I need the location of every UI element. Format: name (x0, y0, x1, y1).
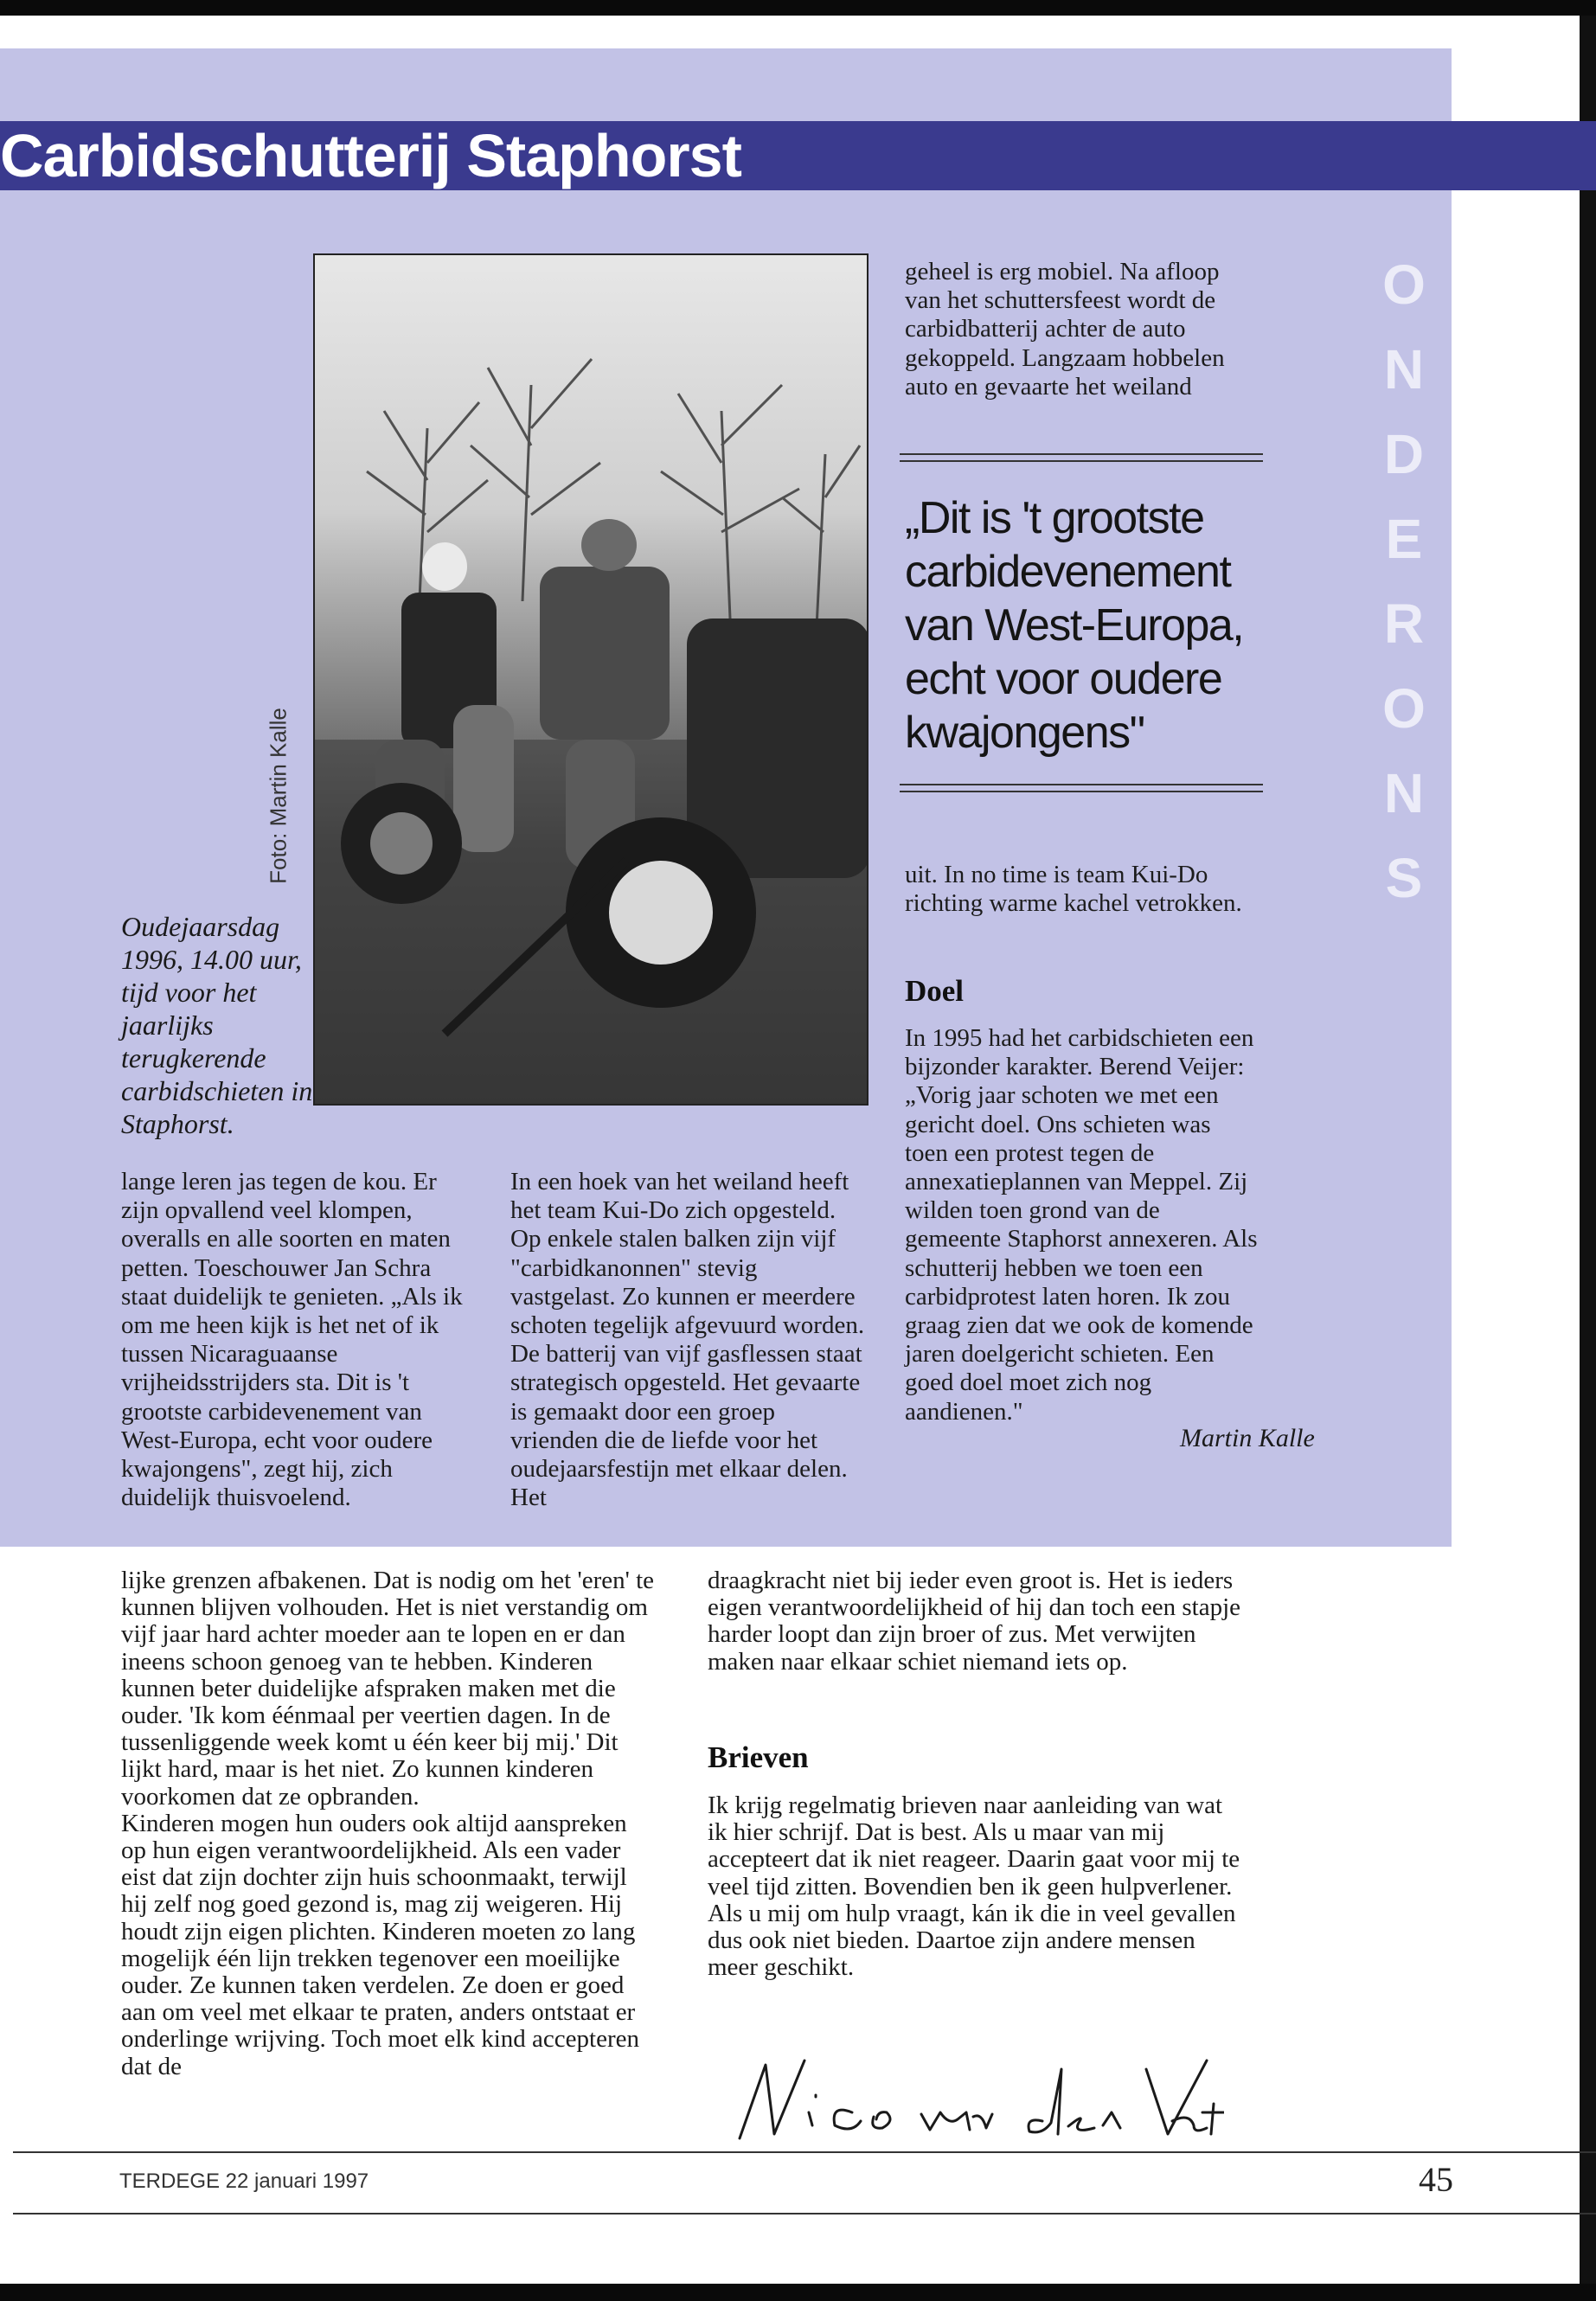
footer-publication: TERDEGE 22 januari 1997 (119, 2170, 369, 2193)
article-title: Carbidschutterij Staphorst (0, 122, 741, 189)
article-text-col3-intro: uit. In no time is team Kui-Do richting warme kachel vetrokken. (905, 861, 1242, 918)
paragraph: Kinderen mogen hun ouders ook altijd aanspreken op hun eigen verantwoordelijkheid. Als een vader eist dat zijn dochter zijn huis schoonmaakt, terwijl hij zelf nog goed gezond is, mag zij weigeren. Hij houdt zijn eigen plichten. Kinderen moeten zo lang mogelijk één lijn trekken tegenover een moeilijke ouder. Ze kunnen taken verdelen. Ze doen er goed aan om veel met elkaar te praten, anders ontstaat er onderlinge wrijving. Toch moet elk kind accepteren dat de (121, 1809, 639, 2080)
quote-rule-top (900, 453, 1263, 462)
vertical-letter: E (1385, 508, 1423, 570)
section-vertical-label (1374, 242, 1434, 934)
photo-credit: Foto: Martin Kalle (265, 708, 292, 884)
vertical-letter: S (1385, 847, 1423, 909)
footer-rule-top (13, 2151, 1596, 2153)
vertical-letter: D (1383, 423, 1425, 485)
column-text-right-2: Ik krijg regelmatig brieven naar aanleiding van wat ik hier schrijf. Dat is best. Als u maar van mij accepteert dat ik niet reageer. Daarin gaat voor mij te veel tijd zitten. Bovendien ben ik geen hulpverlener. Als u mij om hulp vraagt, kán ik die in veel gevallen dus ook niet bieden. Daartoe zijn andere mensen meer geschikt. (708, 1791, 1240, 1982)
bottom-border (0, 2284, 1596, 2301)
paragraph: lijke grenzen afbakenen. Dat is nodig om het 'eren' te kunnen blijven volhouden. Het is niet verstandig om vijf jaar hard achter moeder aan te lopen en er dan ineens schoon genoeg van te hebben. Kinderen kunnen beter duidelijke afspraken maken met die ouder. 'Ik kom éénmaal per veertien dagen. In de tussenliggende week komt u één keer bij mij.' Dit lijkt hard, maar is het niet. Zo kunnen kinderen voorkomen dat ze opbranden. (121, 1567, 654, 1811)
photo-caption: Oudejaarsdag 1996, 14.00 uur, tijd voor het jaarlijks terugkerende carbidschieten in Staphorst. (121, 911, 313, 1139)
vertical-letter: N (1383, 338, 1425, 401)
page-number: 45 (1419, 2160, 1453, 2199)
article-author: Martin Kalle (1180, 1424, 1315, 1452)
vertical-letter: R (1383, 593, 1425, 655)
column-text-right-1: draagkracht niet bij ieder even groot is. Het is ieders eigen verantwoordelijkheid of hij dan toch een stapje harder loopt dan zijn broer of zus. Met verwijten maken naar elkaar schiet niemand iets op. (708, 1567, 1241, 1676)
vertical-letter: N (1383, 762, 1425, 824)
footer-rule-bottom (13, 2213, 1596, 2214)
article-photo (313, 253, 869, 1106)
subhead-doel: Doel (905, 974, 965, 1008)
column-text-left (121, 1567, 657, 2080)
right-page-edge (1580, 16, 1596, 2284)
pull-quote: „Dit is 't grootste carbidevenement van West-Europa, echt voor oudere kwajongens" (905, 493, 1244, 758)
article-text-col2: In een hoek van het weiland heeft het team Kui-Do zich opgesteld. Op enkele stalen balken zijn vijf "carbidkanonnen" stevig vastgelast. Zo kunnen er meerdere schoten tegelijk afgevuurd worden. De batterij van vijf gasflessen staat strategisch opgesteld. Het gevaarte is gemaakt door een groep vrienden die de liefde voor het oudejaarsfestijn met elkaar delen. Het (510, 1168, 865, 1512)
article-text-col3: In 1995 had het carbidschieten een bijzonder karakter. Berend Veijer: „Vorig jaar schoten we met een gericht doel. Ons schieten was toen een protest tegen de annexatieplannen van Meppel. Zij wilden toen grond van de gemeente Staphorst annexeren. Als schutterij hebben we toen een carbidprotest laten horen. Ik zou graag zien dat we ook de komende jaren doelgericht schieten. Een goed doel moet zich nog aandienen." (905, 1024, 1258, 1426)
top-border (0, 0, 1596, 16)
handwritten-signature (722, 2052, 1224, 2147)
vertical-letter: O (1382, 253, 1426, 316)
photo-illustration (315, 255, 869, 1106)
vertical-letter: O (1382, 677, 1426, 740)
article-text-col1: lange leren jas tegen de kou. Er zijn opvallend veel klompen, overalls en alle soorten en maten petten. Toeschouwer Jan Schra staat duidelijk te genieten. „Als ik om me heen kijk is het net of ik tussen Nicaraguaanse vrijheidsstrijders sta. Dit is 't grootste carbidevenement van West-Europa, echt voor oudere kwajongens", zegt hij, zich duidelijk thuisvoelend. (121, 1168, 463, 1512)
quote-rule-bottom (900, 784, 1263, 792)
article-text-right-top: geheel is erg mobiel. Na afloop van het schuttersfeest wordt de carbidbatterij achter de auto gekoppeld. Langzaam hobbelen auto en gevaarte het weiland (905, 258, 1225, 401)
subhead-brieven: Brieven (708, 1740, 809, 1774)
